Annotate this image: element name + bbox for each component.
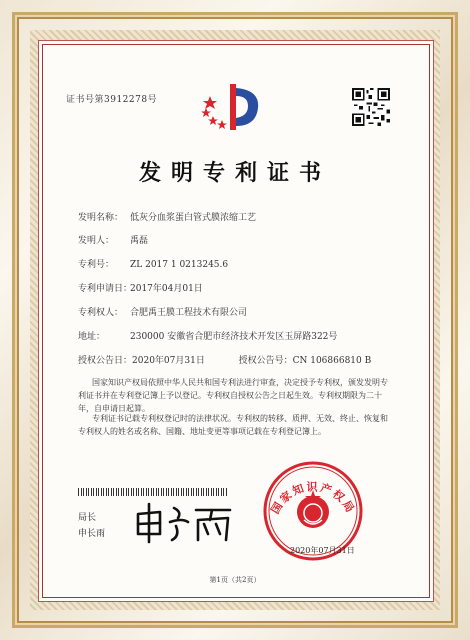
director-title: 局长	[78, 513, 97, 523]
director-name: 申长雨	[78, 529, 106, 539]
field-label: 专利号：	[78, 260, 115, 270]
field-patent-number	[78, 257, 228, 270]
field-grant	[78, 353, 371, 366]
field-value: 2017年04月01日	[130, 284, 203, 294]
barcode	[78, 488, 228, 496]
field-application-date	[78, 281, 203, 294]
field-inventor	[78, 233, 148, 246]
grant-date-label: 授权公告日：	[78, 356, 133, 366]
field-value: 230000 安徽省合肥市经济技术开发区玉屏路322号	[130, 332, 338, 342]
qr-code	[352, 88, 390, 126]
patent-office-logo	[200, 78, 268, 136]
paragraph-legal-status: 专利证书记载专利权登记时的法律状况。专利权的转移、质押、无效、终止、恢复和专利权人的姓名或名称、国籍、地址变更等事项记载在专利登记簿上。	[78, 414, 388, 436]
handwritten-signature	[130, 500, 240, 544]
field-label: 地址：	[78, 332, 106, 342]
field-value: ZL 2017 1 0213245.6	[130, 260, 229, 270]
field-label: 专利权人：	[78, 308, 124, 318]
grant-number-label: 授权公告号：	[238, 356, 293, 366]
grant-number-value: CN 106866810 B	[292, 356, 372, 366]
field-label: 发明名称：	[78, 213, 124, 223]
field-label: 专利申请日：	[78, 284, 133, 294]
paragraph-grant-notice: 国家知识产权局依照中华人民共和国专利法进行审查，决定授予专利权，颁发发明专利证书并在专利登记簿上予以登记。专利权自授权公告之日起生效。专利权期限为二十年，自申请日起算。	[78, 378, 388, 413]
grant-date-value: 2020年07月31日	[132, 356, 205, 366]
field-invention-name	[78, 210, 256, 223]
certificate-title: 发明专利证书	[138, 160, 331, 186]
svg-text:国家知识产权局: 国家知识产权局	[268, 480, 358, 517]
certificate-number: 证书号第3912278号	[66, 95, 158, 105]
field-value: 禹磊	[130, 236, 149, 246]
seal-date: 2020年07月31日	[290, 546, 355, 555]
field-address	[78, 329, 337, 342]
field-label: 发明人：	[78, 236, 115, 246]
field-patentee	[78, 305, 247, 318]
field-value: 合肥禹王膜工程技术有限公司	[130, 308, 248, 318]
page-footer: 第1页（共2页）	[209, 576, 261, 584]
field-value: 低灰分血浆蛋白管式膜浓缩工艺	[130, 213, 257, 223]
